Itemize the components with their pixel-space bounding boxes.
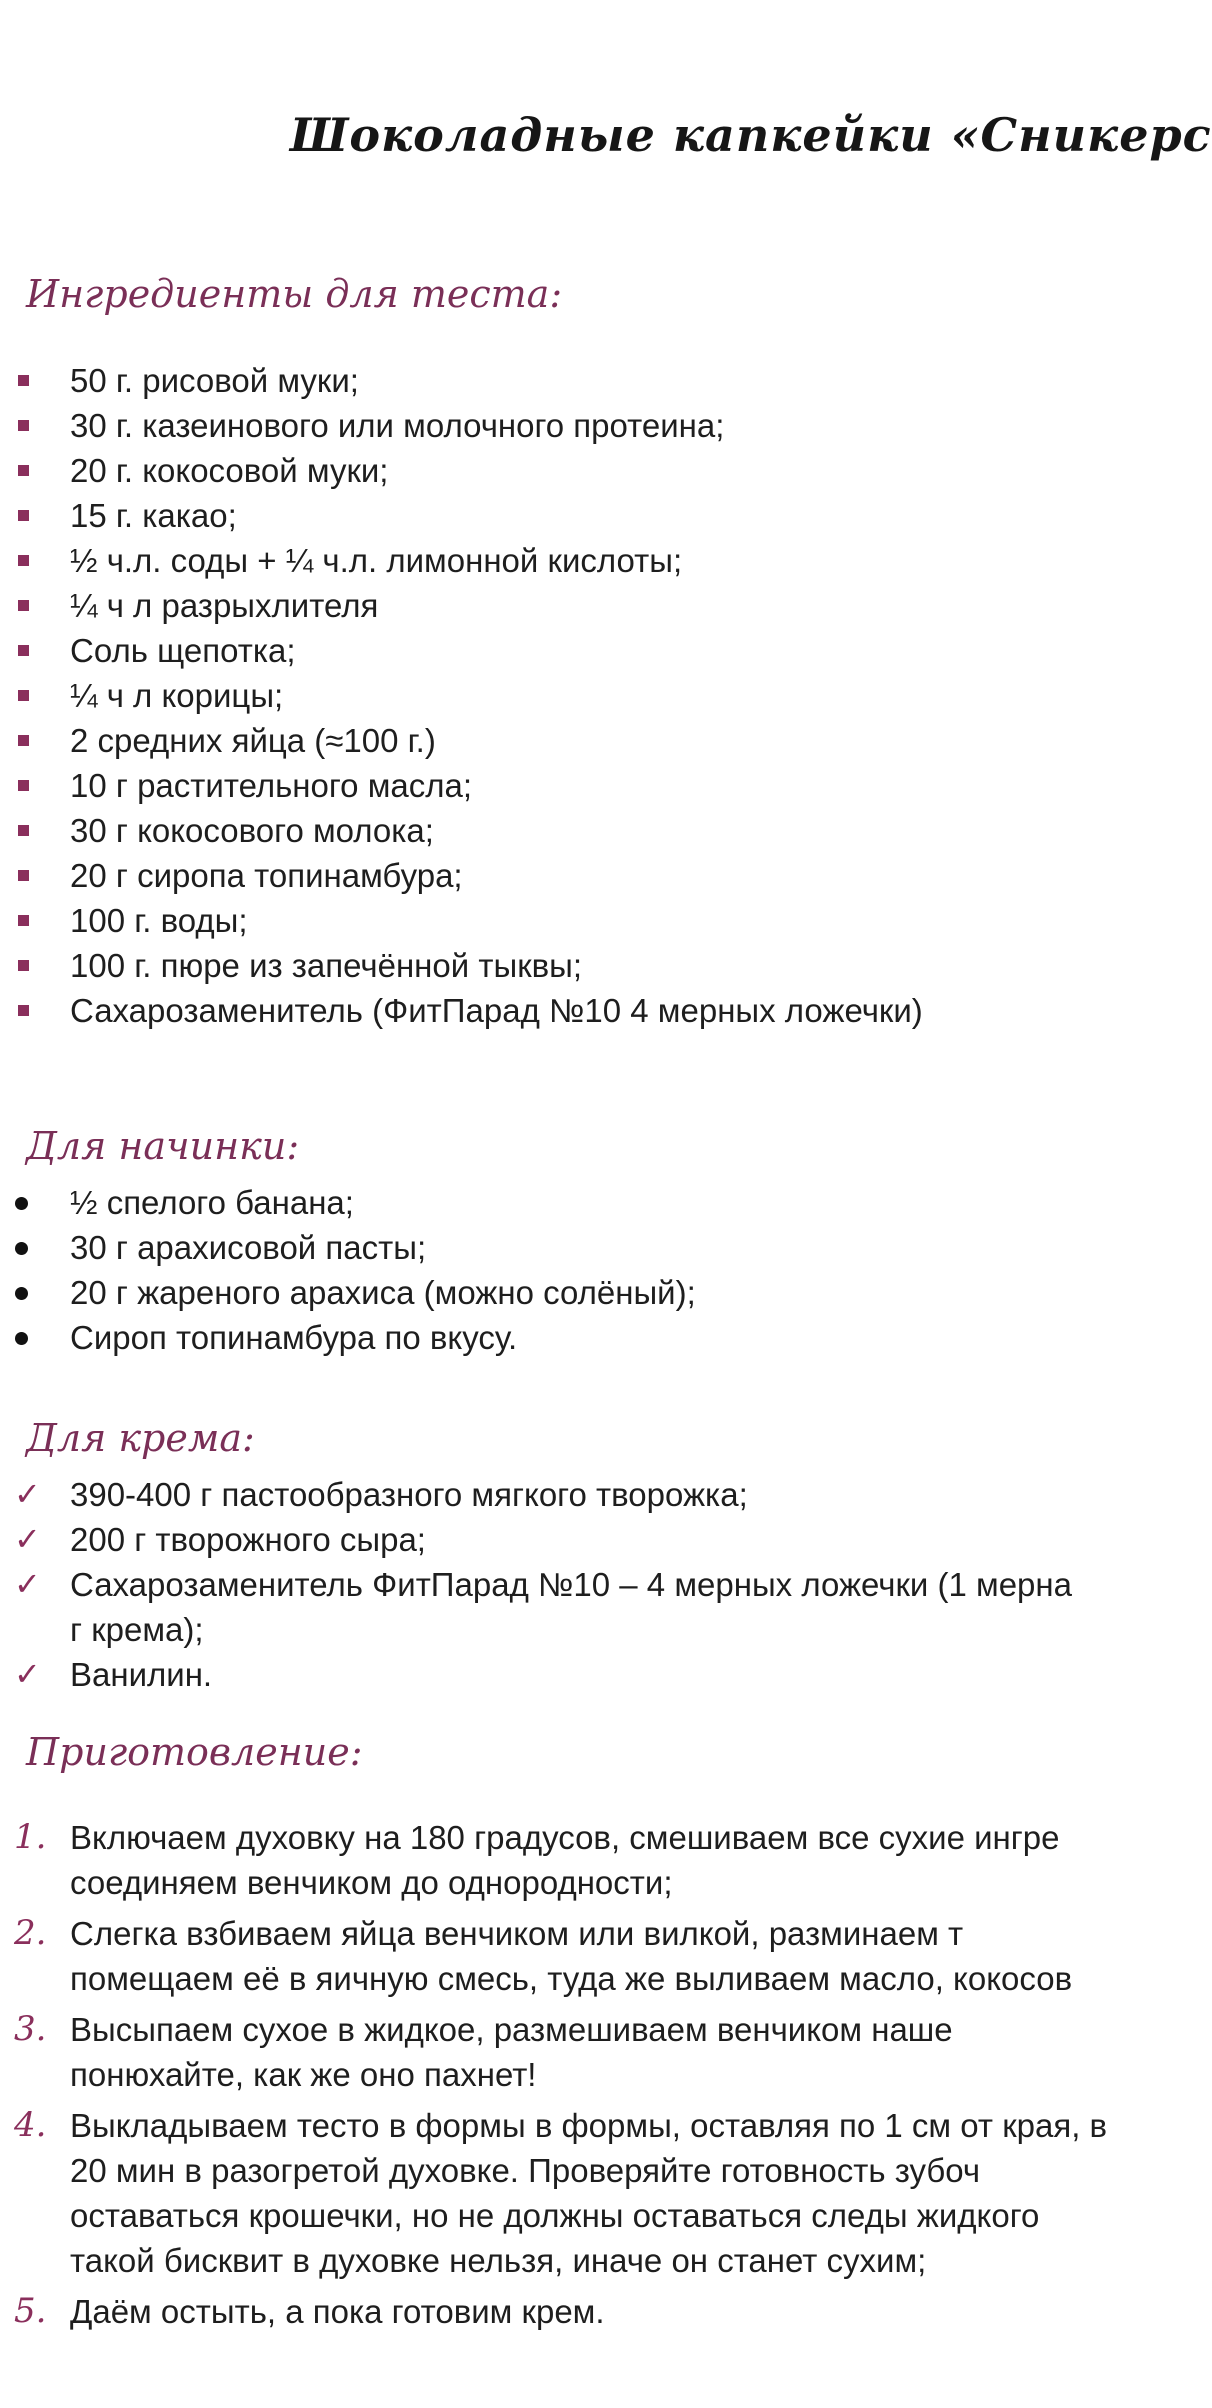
dough-heading: Ингредиенты для теста: — [26, 272, 563, 316]
step-text-line: Высыпаем сухое в жидкое, размешиваем венчиком наше — [70, 2011, 953, 2048]
square-bullet-icon — [18, 465, 29, 476]
square-bullet-icon — [18, 960, 29, 971]
filling-ingredient-item — [0, 1180, 1080, 1225]
dough-ingredient-item — [0, 403, 1080, 448]
preparation-steps-list — [0, 1815, 1108, 2340]
ingredient-text-line: 200 г творожного сыра; — [70, 1521, 426, 1558]
step-number: 4. — [14, 2105, 47, 2145]
step-number: 5. — [14, 2291, 47, 2331]
square-bullet-icon — [18, 375, 29, 386]
checkmark-bullet-icon: ✓ — [14, 1520, 41, 1558]
checkmark-bullet-icon: ✓ — [14, 1475, 41, 1513]
step-text-line: соединяем венчиком до однородности; — [70, 1864, 673, 1901]
filling-ingredient-item — [0, 1225, 1080, 1270]
checkmark-bullet-icon: ✓ — [14, 1565, 41, 1603]
dough-ingredient-item — [0, 628, 1080, 673]
preparation-step — [0, 2103, 1108, 2283]
ingredient-text: 30 г кокосового молока; — [70, 812, 434, 849]
square-bullet-icon — [18, 825, 29, 836]
preparation-step — [0, 1815, 1080, 1905]
ingredient-text: ¼ ч л разрыхлителя — [70, 587, 379, 624]
ingredient-text-line: 390-400 г пастообразного мягкого творожка; — [70, 1476, 748, 1513]
dough-ingredient-item — [0, 718, 1080, 763]
ingredient-text: 30 г арахисовой пасты; — [70, 1229, 427, 1266]
ingredient-text: 20 г жареного арахиса (можно солёный); — [70, 1274, 696, 1311]
ingredient-text: 50 г. рисовой муки; — [70, 362, 359, 399]
ingredient-text-line: г крема); — [70, 1611, 204, 1648]
step-text-line: 20 мин в разогретой духовке. Проверяйте готовность зубоч — [70, 2152, 981, 2189]
dough-ingredient-item — [0, 763, 1080, 808]
ingredient-text-line: Сахарозаменитель ФитПарад №10 – 4 мерных ложечки (1 мерна — [70, 1566, 1072, 1603]
step-number: 2. — [14, 1913, 47, 1953]
dough-ingredient-item — [0, 898, 1080, 943]
cream-ingredient-item — [0, 1652, 1080, 1697]
ingredient-text: 10 г растительного масла; — [70, 767, 473, 804]
square-bullet-icon — [18, 510, 29, 521]
step-text-line: Включаем духовку на 180 градусов, смешиваем все сухие ингре — [70, 1819, 1060, 1856]
ingredient-text: 20 г. кокосовой муки; — [70, 452, 389, 489]
cream-ingredient-item — [0, 1517, 1080, 1562]
cream-ingredient-item — [0, 1472, 1080, 1517]
ingredient-text: Сироп топинамбура по вкусу. — [70, 1319, 518, 1356]
dough-ingredient-item — [0, 493, 1080, 538]
dough-ingredient-item — [0, 538, 1080, 583]
dough-ingredient-item — [0, 943, 1080, 988]
step-text-line: Даём остыть, а пока готовим крем. — [70, 2293, 605, 2330]
page-title: Шоколадные капкейки «Сникерс — [290, 108, 1212, 162]
ingredient-text: Сахарозаменитель (ФитПарад №10 4 мерных ложечки) — [70, 992, 923, 1029]
dot-bullet-icon — [15, 1242, 28, 1255]
ingredient-text: ½ ч.л. соды + ¼ ч.л. лимонной кислоты; — [70, 542, 683, 579]
square-bullet-icon — [18, 600, 29, 611]
preparation-heading: Приготовление: — [26, 1730, 363, 1774]
dough-ingredient-item — [0, 448, 1080, 493]
filling-ingredient-item — [0, 1270, 1080, 1315]
square-bullet-icon — [18, 915, 29, 926]
dough-ingredient-item — [0, 358, 1080, 403]
step-text-line: Выкладываем тесто в формы в формы, оставляя по 1 см от края, в — [70, 2107, 1108, 2144]
ingredient-text: 2 средних яйца (≈100 г.) — [70, 722, 436, 759]
square-bullet-icon — [18, 690, 29, 701]
ingredient-text: Соль щепотка; — [70, 632, 296, 669]
ingredient-text: ¼ ч л корицы; — [70, 677, 284, 714]
dot-bullet-icon — [15, 1287, 28, 1300]
ingredient-text: 100 г. воды; — [70, 902, 248, 939]
dot-bullet-icon — [15, 1197, 28, 1210]
dough-ingredient-item — [0, 808, 1080, 853]
step-number: 1. — [14, 1817, 47, 1857]
ingredient-text: 30 г. казеинового или молочного протеина; — [70, 407, 725, 444]
dough-ingredients-list — [0, 358, 1080, 1033]
filling-ingredient-item — [0, 1315, 1080, 1360]
dot-bullet-icon — [15, 1332, 28, 1345]
filling-ingredients-list — [0, 1180, 1080, 1360]
step-number: 3. — [14, 2009, 47, 2049]
square-bullet-icon — [18, 870, 29, 881]
dough-ingredient-item — [0, 853, 1080, 898]
preparation-step — [0, 1911, 1080, 2001]
preparation-step — [0, 2007, 1080, 2097]
ingredient-text: ½ спелого банана; — [70, 1184, 354, 1221]
square-bullet-icon — [18, 735, 29, 746]
ingredient-text-line: Ванилин. — [70, 1656, 213, 1693]
dough-ingredient-item — [0, 673, 1080, 718]
checkmark-bullet-icon: ✓ — [14, 1655, 41, 1693]
cream-ingredient-item — [0, 1562, 1080, 1652]
filling-heading: Для начинки: — [26, 1124, 300, 1168]
dough-ingredient-item — [0, 988, 1080, 1033]
step-text-line: Слегка взбиваем яйца венчиком или вилкой, разминаем т — [70, 1915, 964, 1952]
dough-ingredient-item — [0, 583, 1080, 628]
preparation-step — [0, 2289, 1080, 2334]
step-text-line: оставаться крошечки, но не должны оставаться следы жидкого — [70, 2197, 1040, 2234]
cream-heading: Для крема: — [26, 1416, 255, 1460]
square-bullet-icon — [18, 420, 29, 431]
ingredient-text: 15 г. какао; — [70, 497, 237, 534]
step-text-line: понюхайте, как же оно пахнет! — [70, 2056, 537, 2093]
square-bullet-icon — [18, 1005, 29, 1016]
ingredient-text: 20 г сиропа топинамбура; — [70, 857, 463, 894]
square-bullet-icon — [18, 780, 29, 791]
square-bullet-icon — [18, 645, 29, 656]
ingredient-text: 100 г. пюре из запечённой тыквы; — [70, 947, 583, 984]
step-text-line: помещаем её в яичную смесь, туда же выливаем масло, кокосов — [70, 1960, 1073, 1997]
step-text-line: такой бисквит в духовке нельзя, иначе он станет сухим; — [70, 2242, 927, 2279]
square-bullet-icon — [18, 555, 29, 566]
cream-ingredients-list — [0, 1472, 1080, 1697]
